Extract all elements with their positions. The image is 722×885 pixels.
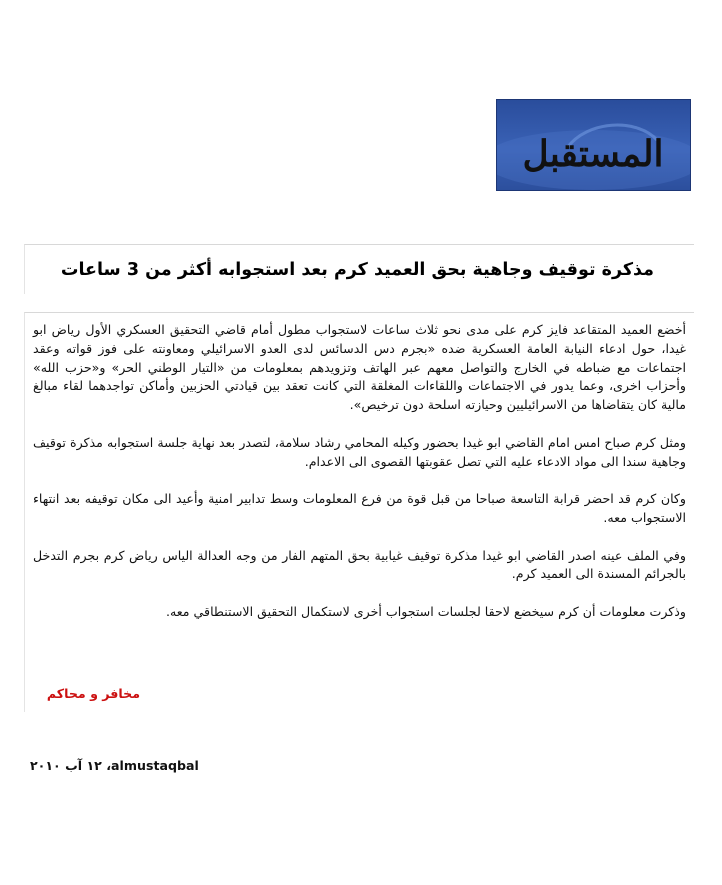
article-title: مذكرة توقيف وجاهية بحق العميد كرم بعد استجوابه أكثر من 3 ساعات: [60, 260, 654, 280]
source-line: almustaqbal، ١٢ آب ٢٠١٠: [30, 758, 199, 773]
newspaper-logo: [496, 99, 691, 191]
article-paragraph-3: وكان كرم قد احضر قرابة التاسعة صباحا من قبل قوة من فرع المعلومات وسط تدابير امنية وأعيد الى مكان توقيفه بعد انتهاء الاستجواب معه.: [33, 491, 686, 525]
article-body: [33, 321, 686, 641]
logo-text: المستقبل: [522, 133, 664, 175]
logo-artwork: [497, 100, 690, 190]
article-paragraph-4: وفي الملف عينه اصدر القاضي ابو غيدا مذكرة توقيف غيابية بحق المتهم الفار من وجه العدالة الياس رياض كرم بجرم التدخل بالجرائم المسندة الى العميد كرم.: [33, 547, 686, 582]
article-box: [24, 312, 694, 712]
article-paragraph-1: أخضع العميد المتقاعد فايز كرم على مدى نحو ثلاث ساعات لاستجواب مطول أمام قاضي التحقيق العسكري الأول رياض ابو غيدا، حول ادعاء النيابة العامة العسكرية ضده «بجرم دس الدسائس لدى العدو الاسرائيلي ومعاونته على فوز قواته وعقد اجتماعات مع ضباطه في الخارج والتواصل معهم عبر الهاتف وتزويدهم بمعلومات من «التيار الوطني الحر» و«حزب الله» وأحزاب اخرى، وعما يدور في الاجتماعات واللقاءات المغلقة التي كانت تعقد بين قيادتي الحزبين وأماكن تواجدهما لقاء مبالغ مالية كان يتقاضاها من الاسرائيليين وحيازته اسلحة دون ترخيص».: [33, 322, 686, 413]
article-paragraph-2: ومثل كرم صباح امس امام القاضي ابو غيدا بحضور وكيله المحامي رشاد سلامة، لتصدر بعد نهاية جلسة استجوابه مذكرة توقيف وجاهية سندا الى مواد الادعاء عليه التي تصل عقوبتها القصوى الى الاعدام.: [33, 434, 686, 469]
category-link[interactable]: مخافر و محاكم: [46, 686, 140, 701]
title-box: [24, 244, 694, 294]
article-paragraph-5: وذكرت معلومات أن كرم سيخضع لاحقا لجلسات استجواب أخرى لاستكمال التحقيق الاستنطاقي معه.: [165, 603, 686, 619]
